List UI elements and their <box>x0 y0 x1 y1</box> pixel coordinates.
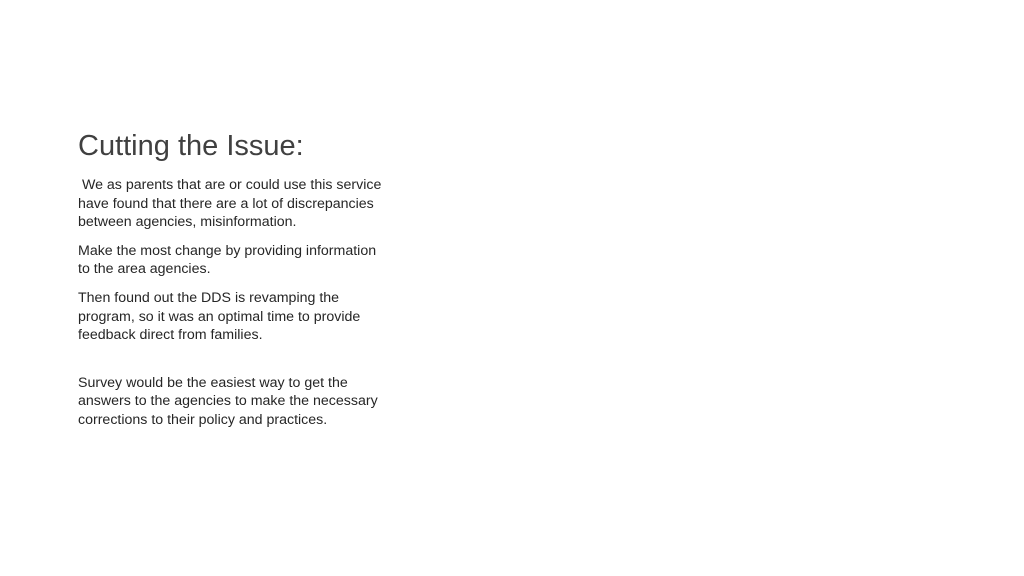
paragraph-make-change: Make the most change by providing information to the area agencies. <box>78 242 377 278</box>
slide-title: Cutting the Issue: <box>78 130 304 162</box>
paragraph-dds-revamping: Then found out the DDS is revamping the program, so it was an optimal time to provide feedback direct from families. <box>78 289 361 344</box>
paragraph-parents-discrepancies: We as parents that are or could use this service have found that there are a lot of discrepancies between agencies, misinformation. <box>78 177 386 231</box>
paragraph-survey: Survey would be the easiest way to get the answers to the agencies to make the necessary corrections to their policy and practices. <box>78 374 378 428</box>
slide-body <box>78 176 388 440</box>
